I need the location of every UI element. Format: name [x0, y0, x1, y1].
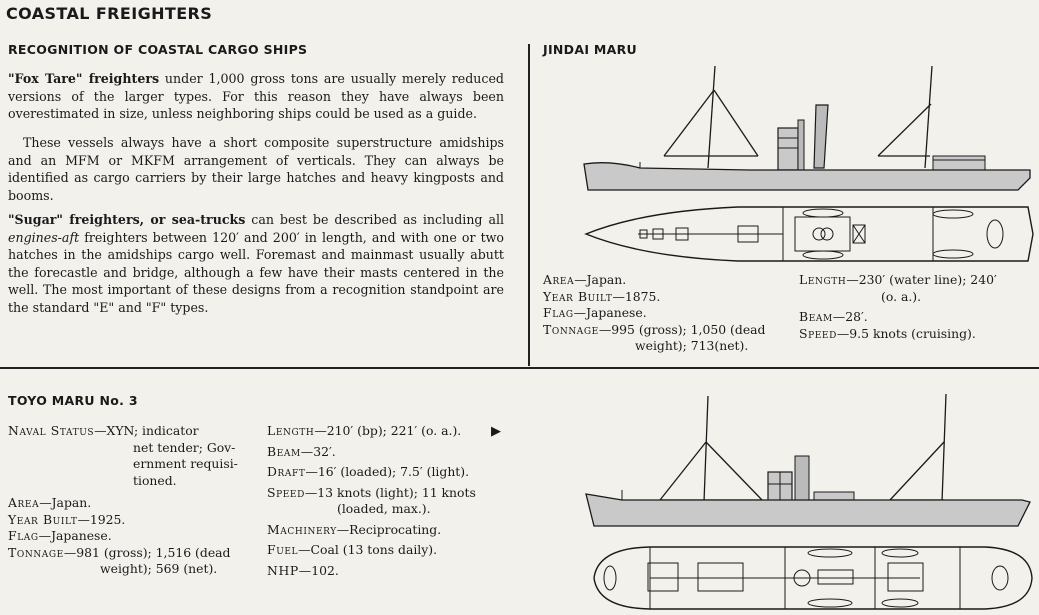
toyo-specs-left: [8, 423, 258, 578]
year-label: Year Built: [543, 288, 613, 304]
jindai-length-cont: (o. a.).: [881, 288, 922, 304]
toyo-year: [8, 512, 258, 529]
page-title: COASTAL FREIGHTERS: [6, 4, 213, 23]
area-label: Area: [543, 272, 575, 287]
jindai-length: [799, 272, 1039, 289]
jindai-area: [543, 272, 793, 289]
toyo-speed: [267, 485, 507, 502]
toyo-specs-right: [267, 423, 507, 579]
length-label: Length: [799, 272, 847, 287]
column-divider: [528, 44, 530, 366]
naval-status-value: —XYN; indicator: [94, 423, 199, 438]
draft-label: Draft: [267, 464, 306, 479]
flag-label: Flag: [543, 305, 574, 320]
section-divider: [0, 367, 1039, 369]
toyo-fuel: [267, 542, 507, 559]
toyo-tonnage: [8, 545, 258, 562]
sugar-term: "Sugar" freighters, or sea-trucks: [8, 212, 246, 227]
toyo-plan-drawing: [590, 545, 1035, 611]
jindai-speed: [799, 326, 1039, 343]
draft-value: —16′ (loaded); 7.5′ (light).: [305, 464, 470, 479]
beam-label: Beam: [267, 443, 301, 459]
length-value: —230′ (water line); 240′: [846, 272, 997, 287]
fox-tare-term: "Fox Tare" freighters: [8, 71, 160, 86]
jindai-specs-left: [543, 272, 793, 355]
naval-status-cont-3: tioned.: [133, 472, 177, 488]
naval-status-label: Naval Status: [8, 423, 95, 438]
year-value: —1925.: [77, 511, 126, 527]
paragraph-1-text: under 1,000 gross tons are usually merely reduced versions of the larger types. For this reason they have always been overestimated in size, unless neighboring ships could be used as a guide.: [8, 71, 504, 122]
area-value: —Japan.: [39, 495, 92, 510]
year-value: —1875.: [612, 288, 661, 304]
toyo-machinery: [267, 522, 507, 539]
jindai-profile-drawing: [580, 60, 1039, 195]
jindai-tonnage-cont: weight); 713(net).: [635, 338, 749, 353]
tonnage-label: Tonnage: [543, 321, 599, 337]
speed-value: —13 knots (light); 11 knots: [304, 484, 476, 500]
jindai-flag: [543, 305, 793, 322]
toyo-beam: [267, 444, 507, 461]
toyo-naval-status: [8, 423, 258, 440]
recognition-paragraph-3: [8, 211, 504, 317]
jindai-beam: [799, 309, 1039, 326]
machinery-value: —Reciprocating.: [336, 521, 442, 537]
fuel-value: —Coal (13 tons daily).: [298, 542, 438, 557]
tonnage-value: —981 (gross); 1,516 (dead: [63, 544, 231, 560]
beam-value: —32′.: [300, 443, 336, 459]
jindai-plan-drawing: [583, 205, 1038, 263]
jindai-heading: JINDAI MARU: [543, 42, 638, 57]
recognition-paragraph-1: [8, 70, 504, 123]
area-label: Area: [8, 495, 40, 510]
beam-label: Beam: [799, 309, 833, 324]
tonnage-value: —995 (gross); 1,050 (dead: [598, 321, 766, 337]
tonnage-label: Tonnage: [8, 544, 64, 560]
flag-value: —Japanese.: [573, 305, 647, 320]
paragraph-3-text-b: freighters between 120′ and 200′ in length, and with one or two hatches in the amidships cargo well. Foremast and mainmast usually abutt the forecastle and bridge, although a few have their masts centered in the well. The most important of these designs from a recognition standpoint are the standard "E" and "F" types.: [8, 229, 504, 315]
length-value: —210′ (bp); 221′ (o. a.).: [314, 423, 462, 438]
speed-label: Speed: [799, 325, 837, 341]
toyo-area: [8, 495, 258, 512]
area-value: —Japan.: [574, 272, 627, 287]
nhp-label: NHP: [267, 562, 299, 578]
toyo-heading: TOYO MARU No. 3: [8, 393, 138, 408]
flag-label: Flag: [8, 528, 39, 543]
paragraph-3-text-a: can best be described as including all: [245, 212, 505, 227]
nhp-value: —102.: [298, 562, 339, 578]
machinery-label: Machinery: [267, 521, 337, 537]
recognition-paragraph-2: These vessels always have a short composite superstructure amidships and an MFM or MKFM arrangement of verticals. They can always be identified as cargo carriers by their large hatches and heavy kingposts and booms.: [8, 135, 504, 203]
pointer-arrow-icon: ▶: [491, 424, 501, 439]
flag-value: —Japanese.: [38, 528, 112, 543]
toyo-draft: [267, 464, 507, 481]
speed-value: —9.5 knots (cruising).: [836, 325, 976, 341]
jindai-year: [543, 289, 793, 306]
toyo-profile-drawing: [582, 390, 1037, 530]
toyo-length: [267, 423, 507, 440]
tonnage-cont: weight); 569 (net).: [100, 561, 218, 576]
speed-cont: (loaded, max.).: [337, 501, 431, 516]
year-label: Year Built: [8, 511, 78, 527]
length-label: Length: [267, 423, 315, 438]
recognition-heading: RECOGNITION OF COASTAL CARGO SHIPS: [8, 42, 308, 57]
jindai-tonnage: [543, 322, 793, 339]
naval-status-cont-1: net tender; Gov-: [133, 439, 236, 455]
toyo-nhp: [267, 563, 507, 580]
fuel-label: Fuel: [267, 542, 299, 557]
toyo-flag: [8, 528, 258, 545]
engines-aft-term: engines-aft: [8, 229, 80, 245]
naval-status-cont-2: ernment requisi-: [133, 456, 238, 471]
beam-value: —28′.: [832, 309, 868, 324]
speed-label: Speed: [267, 484, 305, 500]
jindai-specs-right: [799, 272, 1039, 342]
